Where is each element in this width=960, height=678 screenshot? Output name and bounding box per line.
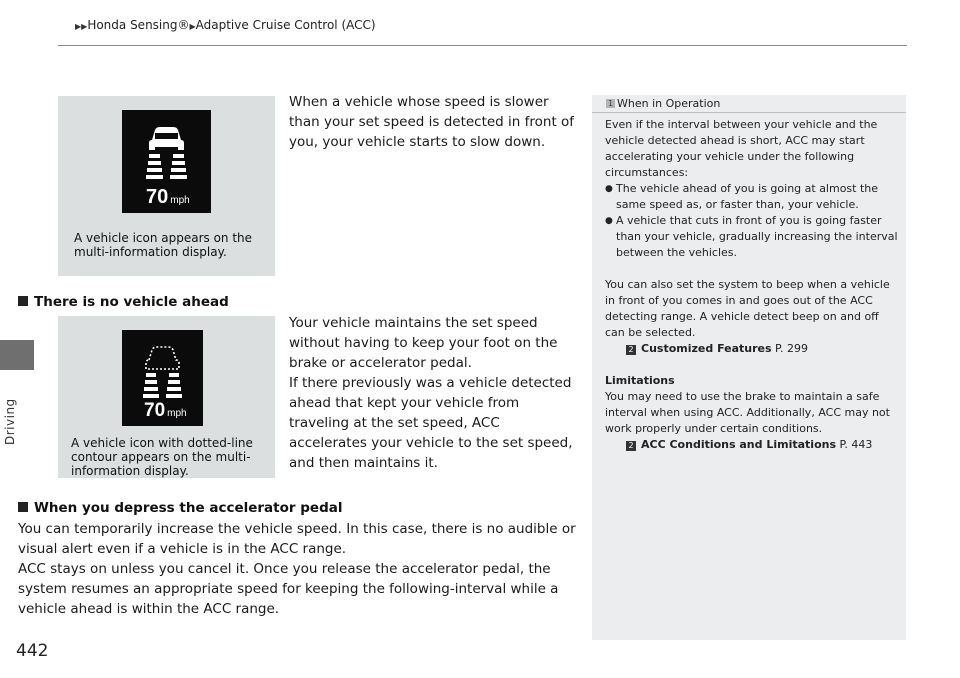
figure-caption: A vehicle icon appears on the multi-information display. bbox=[74, 231, 253, 259]
note-number-badge: 1 bbox=[607, 99, 614, 108]
limitations-heading: Limitations bbox=[605, 374, 675, 387]
speed-value: 70 bbox=[146, 186, 169, 208]
header-divider bbox=[58, 45, 907, 46]
speed-unit: mph bbox=[170, 195, 190, 206]
paragraph-no-vehicle bbox=[289, 313, 579, 473]
side-note-title bbox=[606, 97, 720, 110]
side-note-title-text: When in Operation bbox=[617, 97, 721, 110]
reference-arrow-icon: 2 bbox=[626, 345, 636, 355]
multi-information-display bbox=[122, 330, 203, 426]
side-note-body bbox=[605, 117, 901, 453]
breadcrumb-item-acc[interactable]: Adaptive Cruise Control (ACC) bbox=[195, 18, 376, 32]
square-bullet-icon bbox=[18, 296, 28, 306]
page-number: 442 bbox=[16, 641, 49, 661]
note-bullet: ● The vehicle ahead of you is going at almost the same speed as, or faster than, your vehicle. bbox=[605, 181, 901, 213]
breadcrumb-arrow-icon: ▶ bbox=[189, 22, 196, 31]
reference-page: P. 443 bbox=[839, 438, 873, 451]
reference-title: Customized Features bbox=[641, 342, 772, 355]
paragraph-line: Your vehicle maintains the set speed without having to keep your foot on the brake or accelerator pedal. bbox=[289, 315, 558, 371]
speed-unit: mph bbox=[167, 408, 187, 419]
paragraph-accelerator bbox=[18, 519, 578, 619]
speed-readout bbox=[144, 400, 187, 422]
breadcrumb-item-honda-sensing[interactable]: Honda Sensing® bbox=[87, 18, 190, 32]
figure-vehicle-detected bbox=[58, 96, 275, 276]
breadcrumb bbox=[75, 18, 376, 32]
paragraph-line: You can temporarily increase the vehicle speed. In this case, there is no audible or visual alert even if a vehicle is in the ACC range. bbox=[18, 521, 576, 557]
note-bullet: ● A vehicle that cuts in front of you is going faster than your vehicle, gradually increasing the interval between the vehicles. bbox=[605, 213, 901, 261]
section-tab-label: Driving bbox=[3, 398, 17, 445]
reference-page: P. 299 bbox=[775, 342, 808, 355]
square-bullet-icon bbox=[18, 502, 28, 512]
reference-title: ACC Conditions and Limitations bbox=[641, 438, 837, 451]
heading-text: When you depress the accelerator pedal bbox=[34, 500, 343, 516]
speed-readout bbox=[146, 186, 190, 209]
note-intro: Even if the interval between your vehicle and the vehicle detected ahead is short, ACC may start accelerating your vehicle under the following circumstances: bbox=[605, 118, 878, 179]
breadcrumb-arrow-icon: ▶▶ bbox=[75, 22, 88, 31]
side-note-panel bbox=[592, 95, 906, 640]
paragraph-line: ACC stays on unless you cancel it. Once you release the accelerator pedal, the system resumes an appropriate speed for keeping the following-interval while a vehicle ahead is within the ACC range. bbox=[18, 561, 559, 617]
heading-text: There is no vehicle ahead bbox=[34, 294, 229, 310]
multi-information-display bbox=[122, 110, 211, 213]
paragraph-slower-vehicle: When a vehicle whose speed is slower than your set speed is detected in front of you, your vehicle starts to slow down. bbox=[289, 94, 575, 150]
note-beep-text: You can also set the system to beep when a vehicle in front of you comes in and goes out of the ACC detecting range. A vehicle detect beep on and off can be selected. bbox=[605, 278, 890, 339]
figure-caption: A vehicle icon with dotted-line contour appears on the multi-information display. bbox=[71, 436, 253, 478]
reference-link-customized-features[interactable] bbox=[605, 341, 901, 357]
reference-link-acc-conditions[interactable] bbox=[605, 437, 901, 453]
heading-no-vehicle-ahead bbox=[18, 294, 229, 310]
side-note-header bbox=[592, 95, 906, 113]
heading-accelerator-pedal bbox=[18, 500, 342, 516]
paragraph-line: If there previously was a vehicle detected ahead that kept your vehicle from traveling at the set speed, ACC accelerates your vehicle to the set speed, and then maintains it. bbox=[289, 375, 573, 471]
reference-arrow-icon: 2 bbox=[626, 441, 636, 451]
limitations-text: You may need to use the brake to maintain a safe interval when using ACC. Additionally, ACC may not work properly under certain conditions. bbox=[605, 390, 890, 435]
speed-value: 70 bbox=[144, 400, 166, 421]
section-tab-marker bbox=[0, 340, 34, 370]
figure-no-vehicle bbox=[58, 316, 275, 478]
